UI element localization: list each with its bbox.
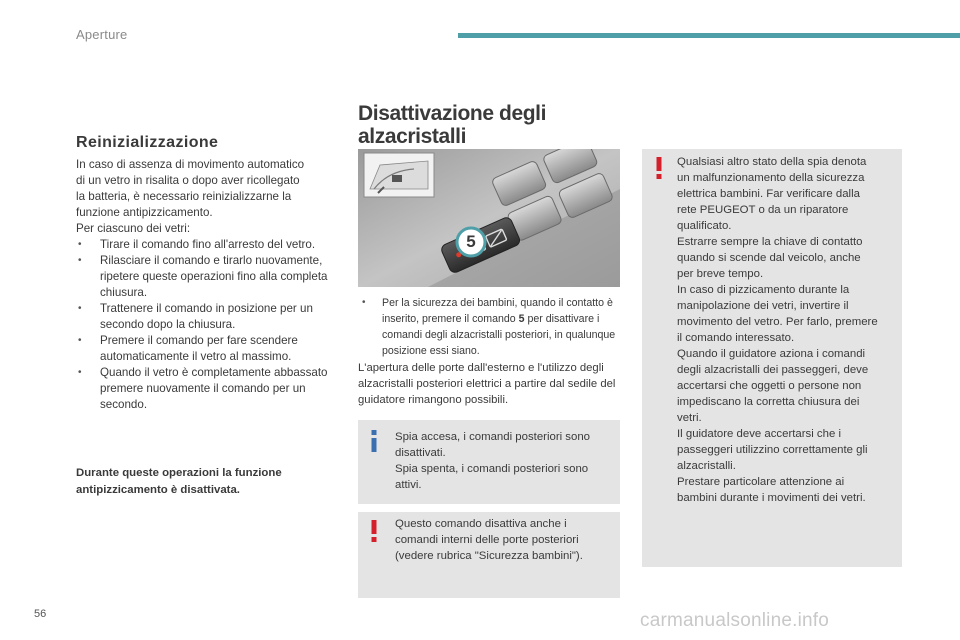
warning-box-malfunction <box>642 149 902 567</box>
left-section-title: Reinizializzazione <box>76 134 219 151</box>
intro-line: Per ciascuno dei vetri: <box>76 222 191 235</box>
warning-line: movimento del vetro. Per farlo, premere <box>677 316 878 328</box>
warning-line: un malfunzionamento della sicurezza <box>677 172 865 184</box>
watermark: carmanualsonline.info <box>640 610 830 631</box>
info-box-text <box>395 429 615 493</box>
warning-line: qualificato. <box>677 220 732 232</box>
warning-line: il comando interessato. <box>677 332 795 344</box>
window-switch-illustration <box>358 149 620 287</box>
info-line: disattivati. <box>395 447 446 459</box>
step-item: • Tirare il comando fino all'arresto del vetro. <box>76 237 341 253</box>
warning-line: Questo comando disattiva anche i <box>395 518 567 530</box>
step-item: • Premere il comando per fare scendere automaticamente il vetro al massimo. <box>76 333 341 365</box>
section-label: Aperture <box>76 27 128 42</box>
left-section-body <box>76 157 341 413</box>
intro-line: di un vetro in risalita o dopo aver ricollegato <box>76 174 300 187</box>
header-accent-bar <box>458 33 960 38</box>
warning-line: manipolazione dei vetri, invertire il <box>677 300 849 312</box>
info-line: Spia spenta, i comandi posteriori sono <box>395 463 589 475</box>
info-line: attivi. <box>395 479 422 491</box>
warning-line: elettrica bambini. Far verificare dalla <box>677 188 860 200</box>
info-box <box>358 420 620 504</box>
warning-icon <box>371 520 377 542</box>
warning-line: (vedere rubrica "Sicurezza bambini"). <box>395 550 583 562</box>
step-item: • Trattenere il comando in posizione per un secondo dopo la chiusura. <box>76 301 341 333</box>
warning-line: passeggeri utilizzino correttamente gli <box>677 444 868 456</box>
warning-line: vetri. <box>677 412 702 424</box>
warning-line: alzacristalli. <box>677 460 736 472</box>
callout-number: 5 <box>466 232 476 251</box>
step-item: • Rilasciare il comando e tirarlo nuovamente, ripetere queste operazioni fino alla completa chiusura. <box>76 253 341 301</box>
middle-section-body <box>358 295 620 408</box>
warning-line: In caso di pizzicamento durante la <box>677 284 850 296</box>
steps-list <box>76 237 341 413</box>
child-safety-bullet: • Per la sicurezza dei bambini, quando il contatto è inserito, premere il comando 5 per disattivare i comandi degli alzacristalli posteriori, in qualunque posizione essi siano. <box>362 297 616 357</box>
page-number: 56 <box>34 608 47 620</box>
warning-line: Il guidatore deve accertarsi che i <box>677 428 841 440</box>
warning-box-1-text <box>395 516 615 564</box>
title-line-1: Disattivazione degli alzacristalli <box>358 102 547 148</box>
warning-line: accertarsi che oggetti o persone non <box>677 380 862 392</box>
info-icon <box>371 430 377 452</box>
warning-line: per breve tempo. <box>677 268 764 280</box>
warning-box-2-text <box>677 154 899 506</box>
warning-line: quando si scende dal veicolo, anche <box>677 252 861 264</box>
intro-line: funzione antipizzicamento. <box>76 206 213 219</box>
warning-box-child-lock <box>358 512 620 598</box>
step-item: • Quando il vetro è completamente abbassato premere nuovamente il comando per un secondo. <box>76 365 341 413</box>
opening-paragraph: L'apertura delle porte dall'esterno e l'utilizzo degli alzacristalli posteriori elettrici a partire dal sedile del guidatore rimangono possibili. <box>358 362 616 406</box>
warning-line: degli alzacristalli dei passeggeri, deve <box>677 364 869 376</box>
warning-line: Quando il guidatore aziona i comandi <box>677 348 866 360</box>
intro-line: In caso di assenza di movimento automatico <box>76 158 305 171</box>
bold-note: Durante queste operazioni la funzione antipizzicamento è disattivata. <box>76 467 282 496</box>
warning-line: Qualsiasi altro stato della spia denota <box>677 156 867 168</box>
info-line: Spia accesa, i comandi posteriori sono <box>395 431 591 443</box>
warning-line: Estrarre sempre la chiave di contatto <box>677 236 863 248</box>
intro-line: la batteria, è necessario reinizializzarne la <box>76 190 292 203</box>
window-switch-photo <box>358 149 620 287</box>
bullet-command-number: 5 <box>518 313 525 325</box>
bullet-text-before: Per la sicurezza dei bambini, quando il contatto è inserito, premere il comando <box>382 297 613 325</box>
warning-line: Prestare particolare attenzione ai <box>677 476 845 488</box>
warning-line: comandi interni delle porte posteriori <box>395 534 579 546</box>
warning-line: impediscano la corretta chiusura dei <box>677 396 860 408</box>
warning-line: rete PEUGEOT o da un riparatore <box>677 204 849 216</box>
warning-line: bambini durante i movimenti dei vetri. <box>677 492 866 504</box>
warning-icon <box>656 157 662 179</box>
bullet-text-after: per disattivare i comandi degli alzacristalli posteriori, in qualunque posizione essi siano. <box>382 313 616 357</box>
